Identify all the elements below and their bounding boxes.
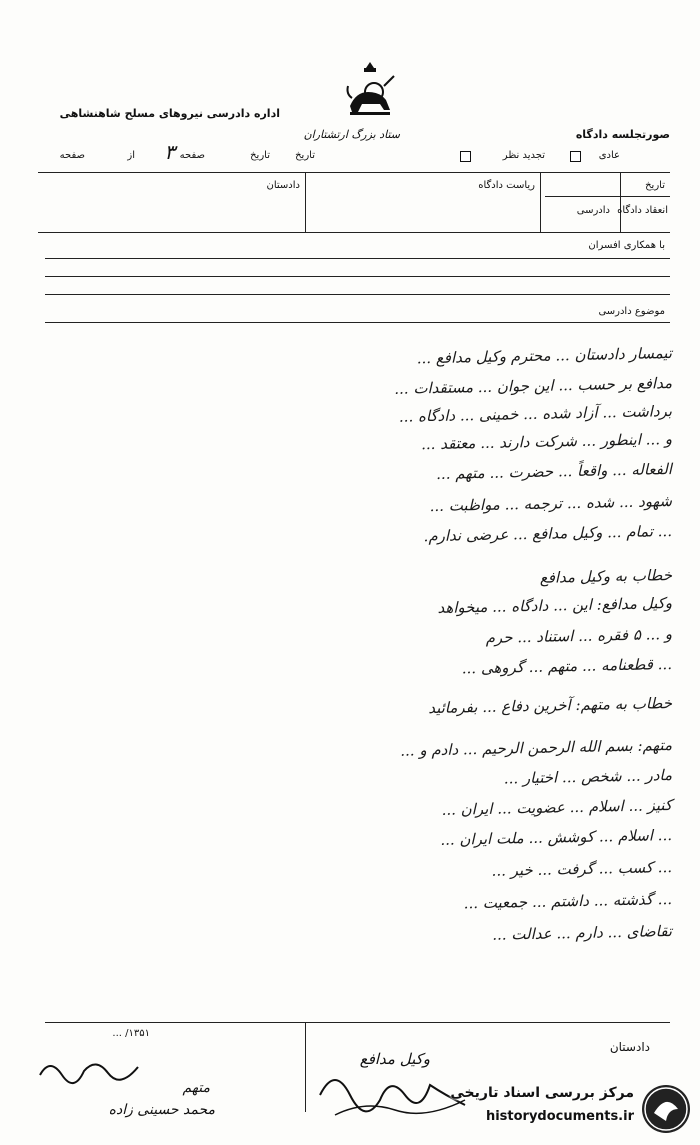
watermark-logo-icon (640, 1083, 692, 1135)
page-label: صفحه (179, 150, 205, 161)
watermark (442, 1081, 692, 1137)
defense-signature-label: وکیل مدافع (359, 1050, 430, 1068)
table-divider-1 (305, 172, 306, 232)
table-bottom-rule (38, 232, 670, 233)
page-word: صفحه (59, 150, 85, 161)
date-note: ۱۳۵۱/ ... (112, 1028, 150, 1039)
header-date-label: تاریخ (295, 150, 315, 161)
page-number: ۳ (164, 140, 175, 164)
court-session-label: انعقاد دادگاه (617, 205, 668, 216)
handwriting-line: ... گذشته ... داشتم ... جمعیت ... (463, 890, 673, 913)
handwriting-line: شهود ... شده ... ترجمه ... مواظبت ... (429, 492, 673, 516)
presidency-label: ریاست دادگاه (478, 180, 535, 191)
signature-divider (305, 1022, 306, 1112)
form-title: صورتجلسه دادگاه (575, 128, 670, 141)
handwriting-line: و ... اینطور ... شرکت دارند ... معتقد ... (420, 430, 673, 454)
table-date-rule (545, 196, 670, 197)
lion-and-sun-emblem-icon (340, 58, 400, 118)
ordinary-checkbox (570, 151, 581, 162)
officers-rule-2 (45, 276, 670, 277)
officers-rule-1 (45, 258, 670, 259)
prosecutor-signature-label: دادستان (609, 1040, 650, 1054)
handwriting-line: الفعاله ... واقعاً ... حضرت ... متهم ... (435, 460, 673, 483)
signature-top-rule (45, 1022, 670, 1023)
review-checkbox (460, 151, 471, 162)
trial-label: دادرسی (576, 205, 610, 216)
of-label: از (127, 150, 135, 161)
handwriting-line: ... کسب ... گرفت ... خیر ... (491, 858, 673, 880)
handwriting-line: مادر ... شخص ... اختیار ... (503, 766, 673, 788)
handwriting-line: وکیل مدافع: این ... دادگاه ... میخواهد (437, 594, 673, 617)
table-date-label: تاریخ (645, 180, 665, 191)
emblem-caption: ستاد بزرگ ارتشتاران (303, 128, 400, 141)
handwriting-line: خطاب به وکیل مدافع (539, 566, 673, 587)
officers-rule-3 (45, 294, 670, 295)
handwriting-line: مدافع بر حسب ... این جوان ... مستقدات ... (394, 374, 673, 398)
handwriting-line: خطاب به متهم: آخرین دفاع ... بفرمائید (428, 694, 673, 718)
table-top-rule (38, 172, 670, 173)
watermark-title: مرکز بررسی اسناد تاریخی (450, 1085, 634, 1101)
handwriting-line: تیمسار دادستان ... محترم وکیل مدافع ... (416, 344, 673, 368)
watermark-url: historydocuments.ir (485, 1109, 634, 1124)
ordinary-label: عادی (598, 150, 620, 161)
handwriting-line: ... اسلام ... کوشش ... ملت ایران ... (440, 826, 673, 849)
header-date-label-2: تاریخ (250, 150, 270, 161)
handwriting-line: کنیز ... اسلام ... عضویت ... ایران ... (441, 796, 673, 819)
org-title: اداره دادرسی نیروهای مسلح شاهنشاهی (59, 107, 280, 120)
defendant-signature-scribble-icon (35, 1050, 145, 1090)
prosecutor-column-label: دادستان (266, 180, 300, 191)
subject-label: موضوع دادرسی (598, 306, 665, 317)
handwriting-line: و ... ۵ فقره ... استناد ... حرم (485, 625, 673, 647)
handwriting-line: ... تمام ... وکیل مدافع ... عرضی ندارم. (423, 522, 673, 546)
subject-rule (45, 322, 670, 323)
defendant-signature-label: متهم (182, 1080, 210, 1096)
review-label: تجدید نظر (502, 150, 545, 161)
table-divider-2 (540, 172, 541, 232)
handwriting-line: ... قطعنامه ... متهم ... گروهی ... (461, 655, 673, 678)
handwriting-line: تقاضای ... دارم ... عدالت ... (492, 922, 673, 944)
officers-label: با همکاری افسران (588, 240, 665, 251)
defendant-name: محمد حسینی زاده (108, 1102, 215, 1118)
handwriting-line: متهم: بسم الله الرحمن الرحیم ... دادم و ... (400, 736, 673, 760)
handwriting-line: برداشت ... آزاد شده ... خمینی ... دادگاه ... (398, 402, 673, 426)
